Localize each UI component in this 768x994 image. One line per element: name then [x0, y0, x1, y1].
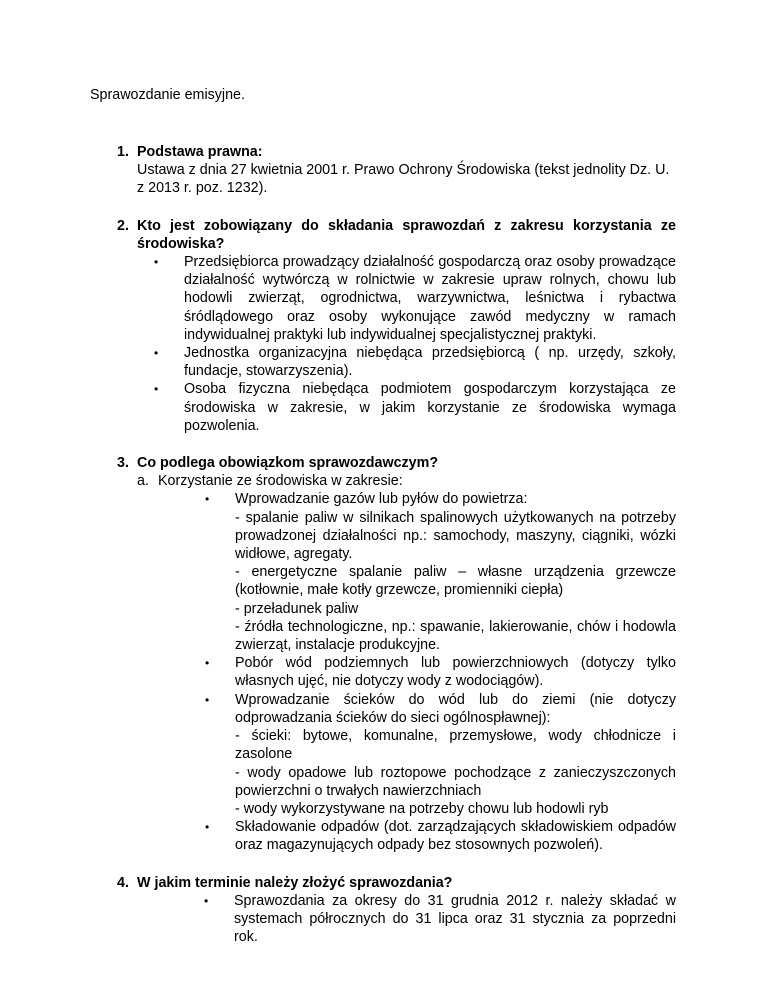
list-item-text: Składowanie odpadów (dot. zarządzających składowiskiem odpadów oraz magazynujących odpady bez stosownych pozwoleń).	[235, 819, 676, 854]
list-item	[137, 253, 676, 344]
sub-item: - źródła technologiczne, np.: spawanie, lakierowanie, chów i hodowla zwierząt, instalacje produkcyjne.	[235, 618, 676, 654]
sub-item: - przeładunek paliw	[235, 600, 359, 617]
list-item	[137, 380, 676, 435]
letter-label: a.	[137, 473, 149, 490]
section-number: 3.	[117, 455, 129, 472]
list-item-text: Wprowadzanie gazów lub pyłów do powietrza:	[235, 491, 528, 508]
bullet-list	[158, 490, 676, 854]
bullet-icon: •	[205, 820, 210, 835]
list-item-text: Sprawozdania za okresy do 31 grudnia 2012 r. należy składać w systemach półrocznych do 31 lipca oraz 31 stycznia za poprzedni rok.	[234, 892, 676, 946]
list-item	[158, 654, 676, 690]
list-item-text: Osoba fizyczna niebędąca podmiotem gospodarczym korzystająca ze środowiska w zakresie, w jakim korzystanie ze środowiska wymaga pozwolenia.	[184, 381, 676, 434]
section-number: 2.	[117, 217, 129, 234]
section-text: Ustawa z dnia 27 kwietnia 2001 r. Prawo Ochrony Środowiska (tekst jednolity Dz. U. z 2013 r. poz. 1232).	[137, 162, 670, 197]
bullet-icon: •	[204, 893, 209, 908]
sub-item: - energetyczne spalanie paliw – własne urządzenia grzewcze (kotłownie, małe kotły grzewcze, promienniki ciepła)	[235, 564, 676, 599]
bullet-icon: •	[154, 382, 159, 397]
document-title: Sprawozdanie emisyjne.	[90, 87, 245, 103]
section-heading: Kto jest zobowiązany do składania sprawozdań z zakresu korzystania ze środowiska?	[137, 217, 676, 252]
section-heading: Podstawa prawna:	[137, 144, 263, 160]
section-deadlines	[90, 874, 676, 947]
bullet-list	[137, 892, 676, 947]
section-reporting-scope	[90, 454, 676, 854]
lettered-item-text: Korzystanie ze środowiska w zakresie:	[158, 473, 403, 490]
lettered-item	[137, 472, 676, 854]
list-item	[158, 818, 676, 854]
numbered-section-list	[90, 143, 676, 965]
section-number: 4.	[117, 874, 129, 891]
lettered-list	[137, 472, 676, 854]
list-item-text: Przedsiębiorca prowadzący działalność gospodarczą oraz osoby prowadzące działalność wytwórczą w rolnictwie w zakresie upraw rolnych, chowu lub hodowli zwierząt, ogrodnictwa, warzywnictwa, leśnictwa i rybactwa śródlądowego oraz osoby wykonujące zawód medyczny w ramach indywidualnej praktyki lub indywidualnej specjalistycznej praktyki.	[184, 254, 676, 343]
list-item	[158, 691, 676, 818]
sub-item: - wody wykorzystywane na potrzeby chowu lub hodowli ryb	[235, 800, 609, 817]
list-item	[137, 892, 676, 947]
sub-item: - ścieki: bytowe, komunalne, przemysłowe, wody chłodnicze i zasolone	[235, 728, 676, 763]
bullet-icon: •	[205, 692, 210, 707]
section-legal-basis	[90, 143, 676, 198]
list-item-text: Wprowadzanie ścieków do wód lub do ziemi (nie dotyczy odprowadzania ścieków do sieci ogólnospławnej):	[235, 691, 676, 726]
list-item-text: Jednostka organizacyjna niebędąca przedsiębiorcą ( np. urzędy, szkoły, fundacje, stowarzyszenia).	[184, 345, 676, 380]
list-item	[158, 490, 676, 654]
section-heading: W jakim terminie należy złożyć sprawozdania?	[137, 874, 453, 891]
section-number: 1.	[117, 144, 129, 160]
bullet-icon: •	[205, 656, 210, 671]
bullet-list	[137, 253, 676, 435]
list-item	[137, 344, 676, 380]
list-item-text: Pobór wód podziemnych lub powierzchniowych (dotyczy tylko własnych ujęć, nie dotyczy wody z wodociągów).	[235, 655, 676, 690]
section-heading: Co podlega obowiązkom sprawozdawczym?	[137, 455, 439, 472]
bullet-icon: •	[205, 492, 210, 507]
section-who-reports	[90, 217, 676, 435]
bullet-icon: •	[154, 255, 159, 270]
sub-item: - wody opadowe lub roztopowe pochodzące z zanieczyszczonych powierzchni o trwałych nawierzchniach	[235, 764, 676, 799]
sub-item: - spalanie paliw w silnikach spalinowych użytkowanych na potrzeby prowadzonej działalności np.: samochody, maszyny, ciągniki, wózki widłowe, agregaty.	[235, 509, 676, 563]
bullet-icon: •	[154, 346, 159, 361]
